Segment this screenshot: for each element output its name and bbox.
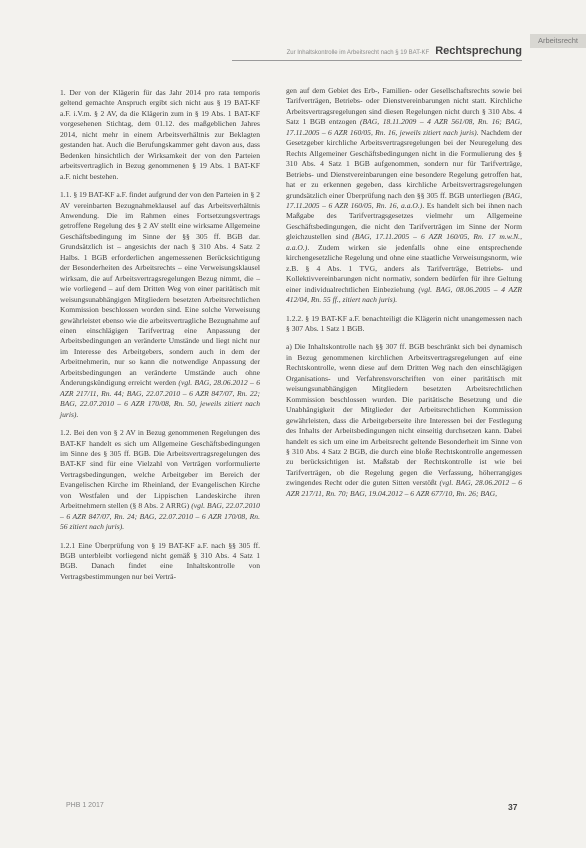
paragraph-text: 1.1. § 19 BAT-KF a.F. findet aufgrund der von den Parteien in § 2 AV vereinbarten Bezugnahmeklausel auf das Arbeitsverhältnis Anwendung. Die im Rahmen eines Fortsetzungsvertrags getroffene Regelung des § 2 AV stellt eine wirksame Allgemeine Geschäftsbedingung im Sinne der §§ 305 ff. BGB dar. Grundsätzlich ist – angesichts der nach § 310 Abs. 4 Satz 2 Halbs. 1 BGB erforderlichen angemessenen Berücksichtigung der Besonderheiten des Arbeitsrechts – eine Verweisungsklausel wirksam, die auf Arbeitsvertragsregelungen Bezug nimmt, die – wie vorliegend – auf dem Dritten Weg von einer paritätisch mit weisungsunabhängigen Mitgliedern besetzten Arbeitsrechtlichen Kommission beschlossen worden sind. Eine solche Verweisung gewährleistet ebenso wie die arbeitsvertragliche Bezugnahme auf einen einschlägigen Tarifvertrag eine Anpassung der Arbeitsbedingungen an veränderte Umstände und liegt nicht nur im Interesse des Arbeitgebers, sondern auch in dem der Arbeitnehmerin, nur so kann die notwendige Anpassung der Arbeitsbedingungen an veränderte Umstände auch ohne Änderungskündigung erreicht werden bbox=[60, 190, 260, 388]
page-number: 37 bbox=[508, 802, 518, 812]
header-subtitle: Zur Inhaltskontrolle im Arbeitsrecht nach § 19 BAT-KF bbox=[286, 50, 430, 56]
paragraph-text: 1. Der von der Klägerin für das Jahr 2014 pro rata temporis geltend gemachte Anspruch ergibt sich nicht aus § 19 BAT-KF a.F. i.V.m. § 2 AV, da die Klägerin zum in § 19 Abs. 1 BAT-KF vorgesehenen Stichtag, dem 01.12. des maßgeblichen Jahres 2014, nicht mehr in einem Arbeitsverhältnis zur Beklagten gestanden hat. Auch die Berufungskammer geht davon aus, dass Bedenken hinsichtlich der Wirksamkeit der von den Parteien arbeitsvertraglich in Bezug genommenen § 19 Abs. 1 BAT-KF a.F. nicht bestehen. bbox=[60, 88, 260, 181]
citation: (vgl. BAG, 22.07.2010 – 6 AZR 847/07, Rn. 24; BAG, 22.07.2010 – 6 AZR 170/08, Rn. 56 zitiert nach juris). bbox=[60, 501, 260, 532]
paragraph-text: gen auf dem Gebiet des Erb-, Familien- oder Gesellschaftsrechts sowie bei Tarifverträgen, Betriebs- oder Dienstvereinbarungen nicht statt. Kirchliche Arbeitsvertragsregelungen sind diesen Regelungen nicht durch § 310 Abs. 4 Satz 1 BGB entzogen bbox=[286, 86, 522, 127]
section-tab: Arbeitsrecht bbox=[530, 34, 586, 48]
paragraph-1-2 bbox=[60, 428, 260, 533]
citation: (BAG, 17.11.2005 – 6 AZR 160/05, Rn. 17 m.w.N., a.a.O.) bbox=[286, 232, 522, 252]
citation: (vgl. BAG, 08.06.2005 – 4 AZR 412/04, Rn. 55 ff., zitiert nach juris). bbox=[286, 284, 522, 305]
paragraph-1-2-2 bbox=[286, 314, 522, 335]
citation: (BAG, 17.11.2005 – 6 AZR 160/05, Rn. 16, a.a.O.) bbox=[286, 190, 522, 210]
header-section-title: Rechtsprechung bbox=[435, 45, 522, 57]
header-rule bbox=[232, 60, 522, 61]
left-column bbox=[60, 88, 260, 590]
paragraph-text: 1.2.1 Eine Überprüfung von § 19 BAT-KF a.F. nach §§ 305 ff. BGB unterbleibt vorliegend nicht gemäß § 310 Abs. 4 Satz 1 BGB. Danach findet eine Inhaltskontrolle von Vertragsbestimmungen nur bei Verträ- bbox=[60, 540, 260, 581]
paragraph-text: 1.2. Bei den von § 2 AV in Bezug genommenen Regelungen des BAT-KF handelt es sich um Allgemeine Geschäftsbedingungen im Sinne des § 305 ff. BGB. Die Arbeitsvertragsregelungen des BAT-KF sind für eine Vielzahl von Verträgen vorformulierte Vertragsbedingungen, welche Arbeitgeber im Bereich der Evangelischen Kirche im Rheinland, der Evangelischen Kirche von Westfalen und der Lippischen Landeskirche ihren Arbeitnehmern stellen (§ 8 Abs. 2 ARRG) bbox=[60, 428, 260, 511]
running-header bbox=[232, 45, 522, 57]
paragraph-continued bbox=[286, 86, 522, 306]
paragraph-a bbox=[286, 342, 522, 499]
paragraph-text: 1.2.2. § 19 BAT-KF a.F. benachteiligt die Klägerin nicht unangemessen nach § 307 Abs. 1 Satz 1 BGB. bbox=[286, 313, 522, 333]
paragraph-1-1 bbox=[60, 190, 260, 420]
citation: (BAG, 18.11.2009 – 4 AZR 561/08, Rn. 16; BAG, 17.11.2005 – 6 AZR 160/05, Rn. 16, jeweils zitiert nach juris) bbox=[286, 117, 522, 137]
paragraph-1-2-1 bbox=[60, 541, 260, 583]
journal-footer: PHB 1 2017 bbox=[66, 802, 104, 809]
paragraph-text: a) Die Inhaltskontrolle nach §§ 307 ff. BGB beschränkt sich bei dynamisch in Bezug genommenen kirchlichen Arbeitsvertragsregelungen auf eine Rechtskontrolle, wenn diese auf dem Dritten Weg nach den einschlägigen Organisations- und Verfahrensvorschriften von einer paritätisch mit weisungsunabhängigen Mitgliedern besetzten Arbeitsrechtlichen Kommission beschlossen wurden. Die paritätische Besetzung und die Unabhängigkeit der Mitglieder der Arbeitsrechtlichen Kommission gewährleisten, dass die Arbeitgeberseite ihre Interessen bei der Festlegung des Inhalts der Arbeitsbedingungen nicht einseitig durchsetzen kann. Dabei handelt es sich um eine im Arbeitsrecht geltende Besonderheit im Sinne von § 310 Abs. 4 Satz 2 BGB, die durch eine bloße Rechtskontrolle angemessen zu berücksichtigen ist. Maßstab der Rechtskontrolle ist wie bei Tarifverträgen, ob die Regelung gegen die Verfassung, höherrangiges zwingendes Recht oder die guten Sitten verstößt bbox=[286, 342, 522, 488]
citation: (vgl. BAG, 28.06.2012 – 6 AZR 217/11, Rn. 70; BAG, 19.04.2012 – 6 AZR 677/10, Rn. 26; BAG, bbox=[286, 478, 522, 498]
right-column bbox=[286, 86, 522, 507]
paragraph-text: . Nachdem der Gesetzgeber kirchliche Arbeitsvertragsregelungen bei der Neuregelung des Rechts Allgemeiner Geschäftsbedingungen nicht in die Formulierung des § 310 Abs. 4 Satz 1 BGB aufgenommen, sondern nur für Tarifverträge, Betriebs- und Dienstvereinbarungen eine besondere Regelung getroffen hat, hat er zu erkennen gegeben, dass kirchliche Arbeitsvertragsregelungen grundsätzlich einer Überprüfung nach den §§ 305 ff. BGB unterliegen bbox=[286, 127, 522, 200]
paragraph-text: . Es handelt sich bei ihnen nach Maßgabe des Tarifvertragsgesetzes vielmehr um Allgemeine Geschäftsbedingungen, die nicht den Tarifverträgen im Sinne der Norm gleichzustellen sind bbox=[286, 200, 522, 242]
citation: (vgl. BAG, 28.06.2012 – 6 AZR 217/11, Rn. 44; BAG, 22.07.2010 – 6 AZR 847/07, Rn. 22; BAG, 22.07.2010 – 6 AZR 170/08, Rn. 50, jeweils zitiert nach juris). bbox=[60, 378, 260, 419]
paragraph-1 bbox=[60, 88, 260, 182]
paragraph-text: . Zudem wirken sie jedenfalls ohne eine entsprechende kirchengesetzliche Regelung und ohne eine staatliche Verweisungsnorm, wie z.B. § 4 Abs. 1 TVG, anders als Tarifverträge, Betriebs- und Kollektivvereinbarungen nicht normativ, sondern bedürfen für ihre Geltung einer individualrechtlichen Einbeziehung bbox=[286, 242, 522, 294]
